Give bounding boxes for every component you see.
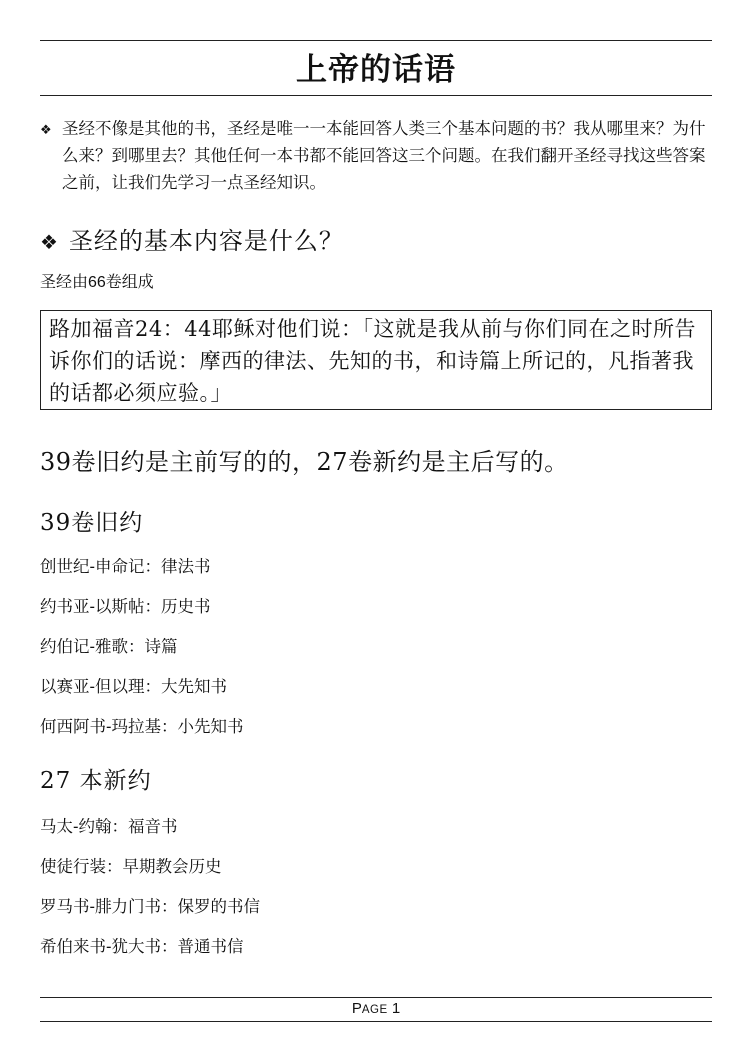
new-testament-list <box>40 816 260 976</box>
intro-text: 圣经不像是其他的书，圣经是唯一一本能回答人类三个基本问题的书？我从哪里来？为什么来？到哪里去？其他任何一本书都不能回答这三个问题。在我们翻开圣经寻找这些答案之前，让我们先学习一点圣经知识。 <box>62 120 706 192</box>
list-item: 何西阿书-玛拉基：小先知书 <box>40 718 244 736</box>
footer-top-rule <box>40 997 712 998</box>
diamond-bullet-icon: ❖ <box>40 122 52 137</box>
list-item: 希伯来书-犹大书：普通书信 <box>40 938 244 956</box>
old-testament-list <box>40 556 244 756</box>
page-label-rest: AGE <box>361 1004 388 1016</box>
list-item: 使徒行装：早期教会历史 <box>40 858 222 876</box>
page-label-initial: P <box>351 1000 362 1017</box>
title-rule <box>40 95 712 96</box>
list-item: 罗马书-腓力门书：保罗的书信 <box>40 898 260 916</box>
page-title: 上帝的话语 <box>296 52 456 88</box>
section-heading-text: 圣经的基本内容是什么？ <box>68 227 344 255</box>
page-footer <box>40 999 712 1020</box>
testament-summary: 39卷旧约是主前写的的，27卷新约是主后写的。 <box>40 448 569 476</box>
new-testament-heading: 27 本新约 <box>40 768 152 794</box>
list-item: 创世纪-申命记：律法书 <box>40 558 211 576</box>
list-item: 约伯记-雅歌：诗篇 <box>40 638 178 656</box>
section-heading <box>40 225 344 258</box>
old-testament-heading: 39卷旧约 <box>40 510 144 536</box>
list-item: 马太-约翰：福音书 <box>40 818 178 836</box>
footer-bottom-rule <box>40 1021 712 1022</box>
diamond-bullet-icon: ❖ <box>40 230 59 254</box>
scripture-quote-box: 路加福音24：44耶稣对他们说：「这就是我从前与你们同在之时所告诉你们的话说：摩西的律法、先知的书，和诗篇上所记的，凡指著我的话都必须应验。」 <box>40 310 712 410</box>
list-item: 约书亚-以斯帖：历史书 <box>40 598 211 616</box>
intro-paragraph <box>40 116 720 197</box>
top-rule <box>40 40 712 41</box>
page-number: 1 <box>391 1000 401 1017</box>
list-item: 以赛亚-但以理：大先知书 <box>40 678 227 696</box>
book-count-text: 圣经由66卷组成 <box>40 274 154 291</box>
